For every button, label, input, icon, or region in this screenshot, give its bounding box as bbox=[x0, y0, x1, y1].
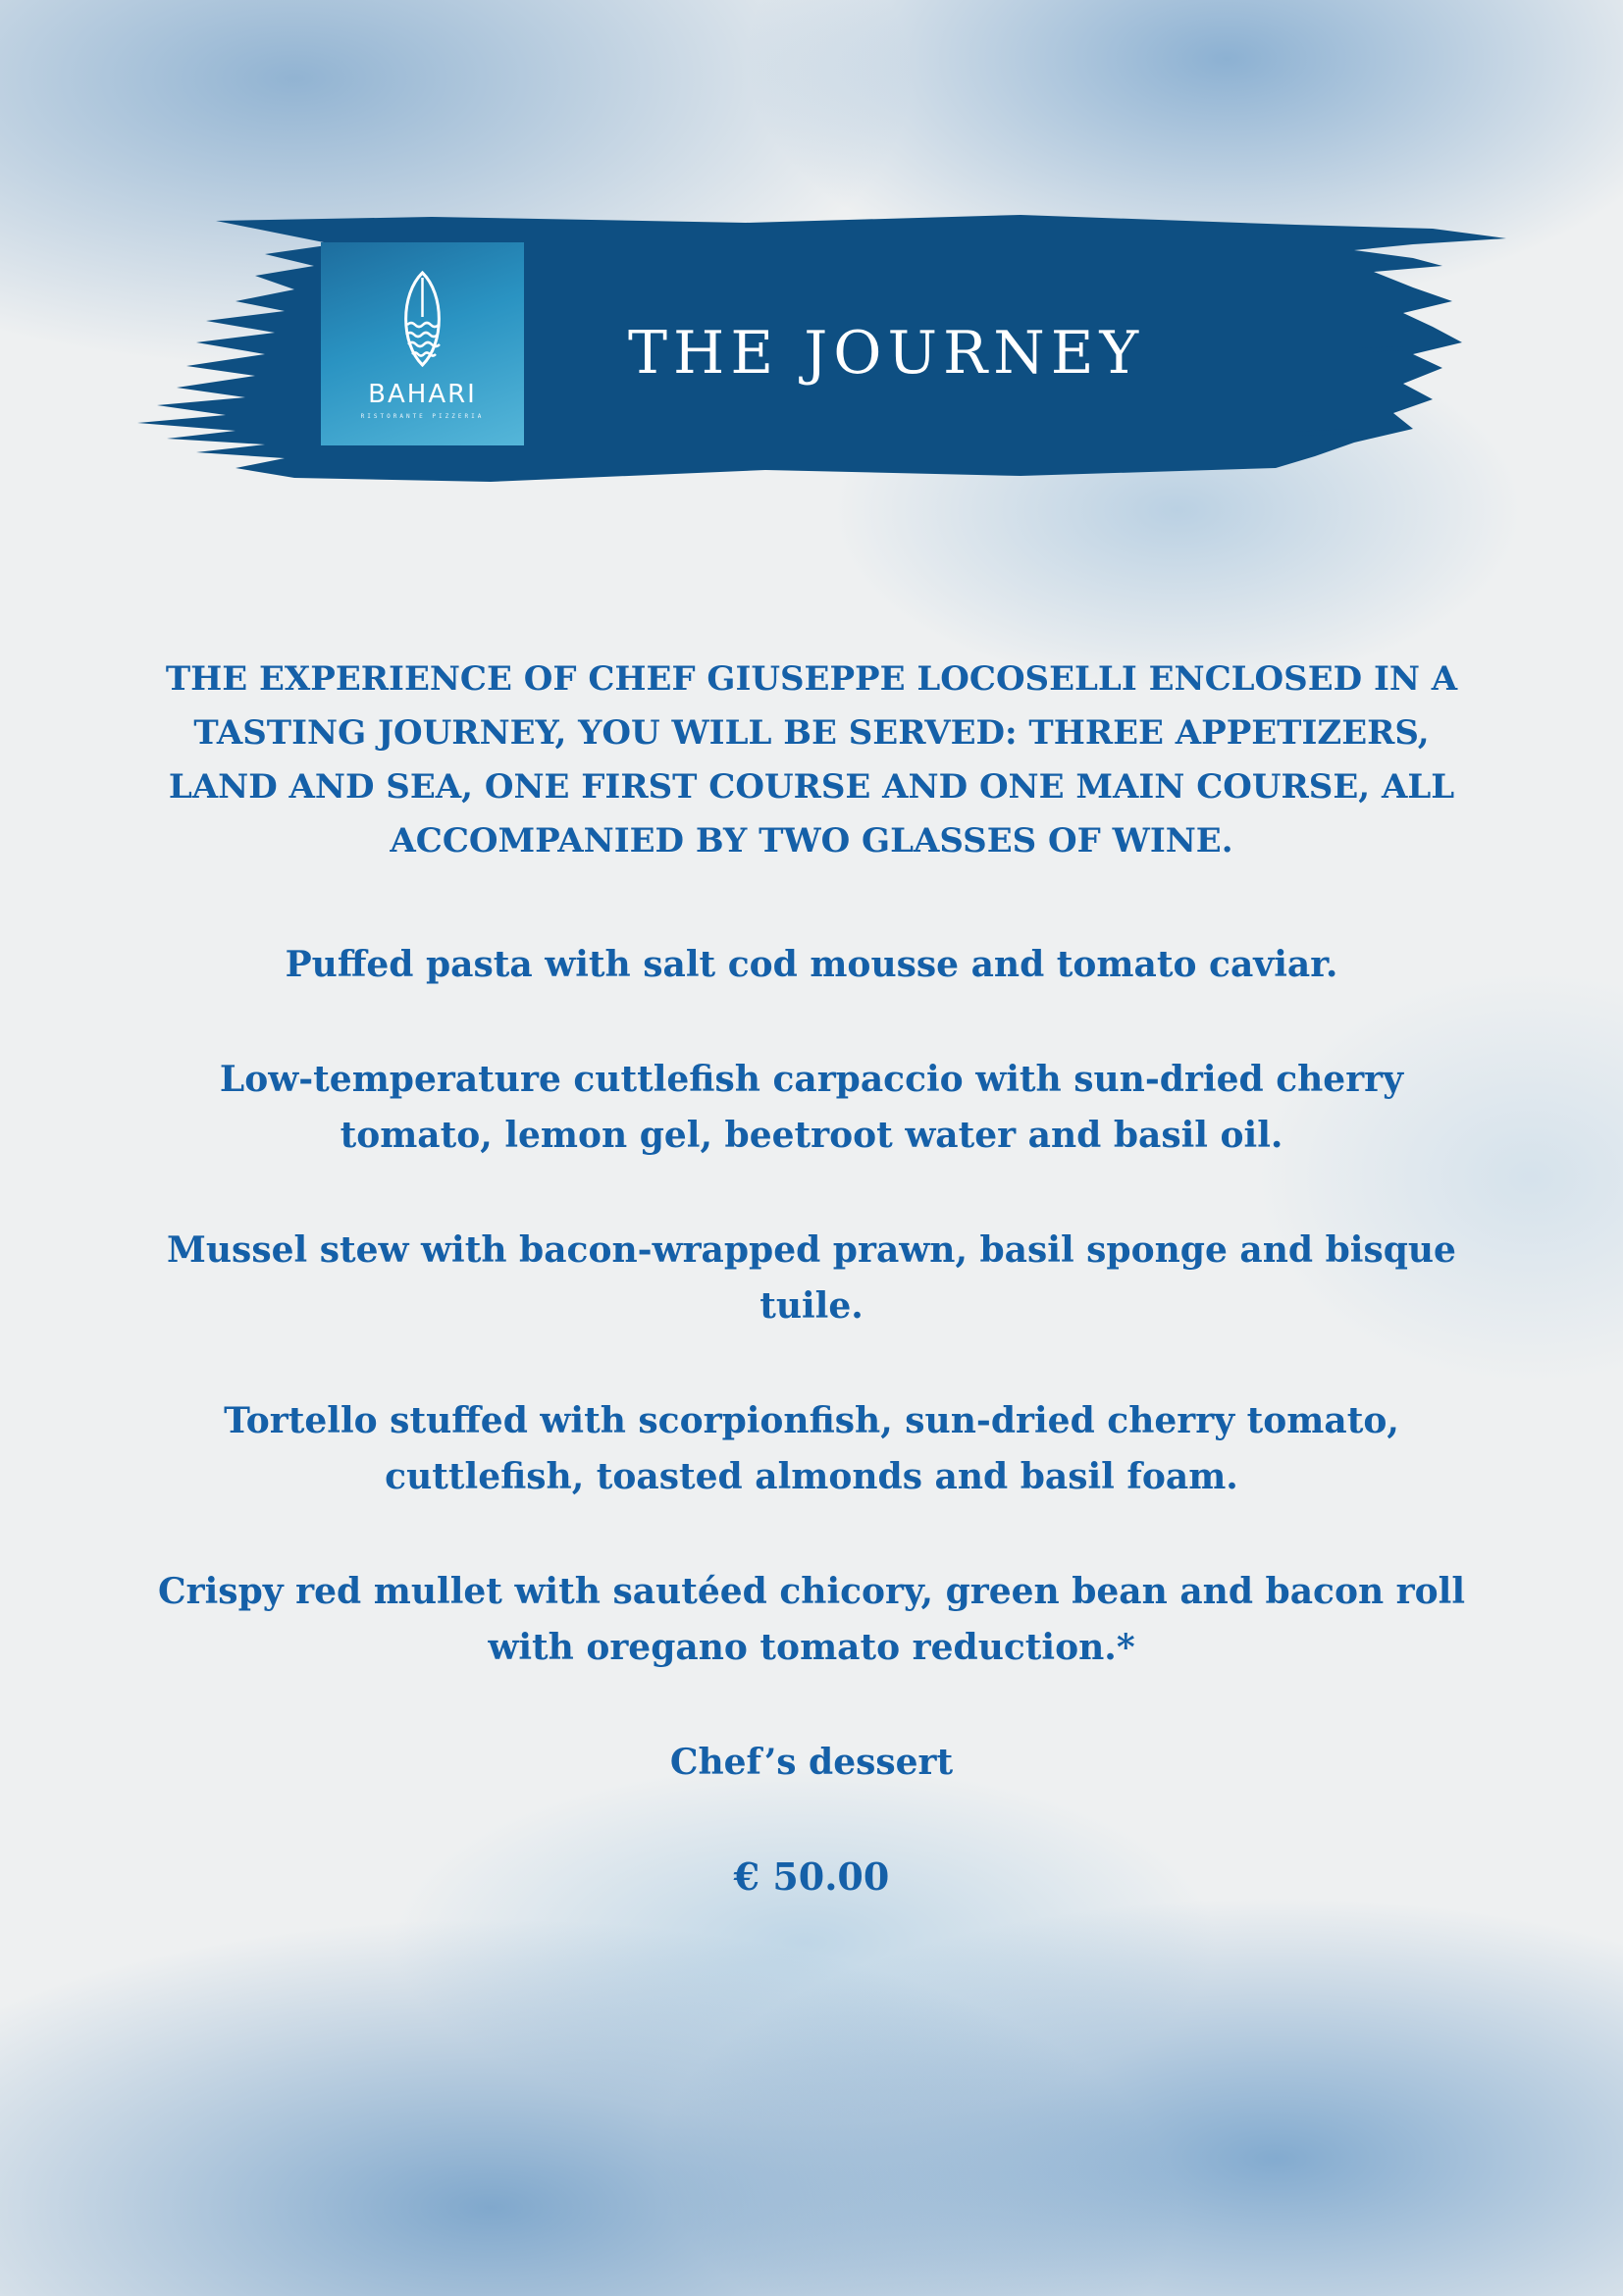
logo-brand-name: BAHARI bbox=[368, 380, 477, 409]
menu-list bbox=[137, 937, 1486, 1850]
menu-item: Crispy red mullet with sautéed chicory, green bean and bacon roll with oregano tomato reduction.* bbox=[158, 1571, 1465, 1668]
bahari-logo bbox=[321, 242, 524, 445]
page-title: THE JOURNEY bbox=[628, 319, 1145, 388]
leaf-waves-icon bbox=[393, 270, 451, 368]
menu-item: Low-temperature cuttlefish carpaccio with sun-dried cherry tomato, lemon gel, beetroot water and basil oil. bbox=[219, 1059, 1404, 1156]
menu-item: Puffed pasta with salt cod mousse and tomato caviar. bbox=[285, 944, 1338, 985]
menu-price: € 50.00 bbox=[733, 1854, 890, 1899]
menu-item: Tortello stuffed with scorpionfish, sun-dried cherry tomato, cuttlefish, toasted almonds and basil foam. bbox=[224, 1400, 1399, 1497]
intro-paragraph: THE EXPERIENCE OF CHEF GIUSEPPE LOCOSELLI ENCLOSED IN A TASTING JOURNEY, YOU WILL BE SERVED: THREE APPETIZERS, LAND AND SEA, ONE FIRST COURSE AND ONE MAIN COURSE, ALL ACCOMPANIED BY TWO GLASSES OF WINE. bbox=[165, 659, 1458, 861]
menu-item: Mussel stew with bacon-wrapped prawn, basil sponge and bisque tuile. bbox=[167, 1229, 1456, 1327]
logo-tagline: RISTORANTE PIZZERIA bbox=[360, 413, 485, 420]
menu-item: Chef’s dessert bbox=[669, 1742, 954, 1783]
